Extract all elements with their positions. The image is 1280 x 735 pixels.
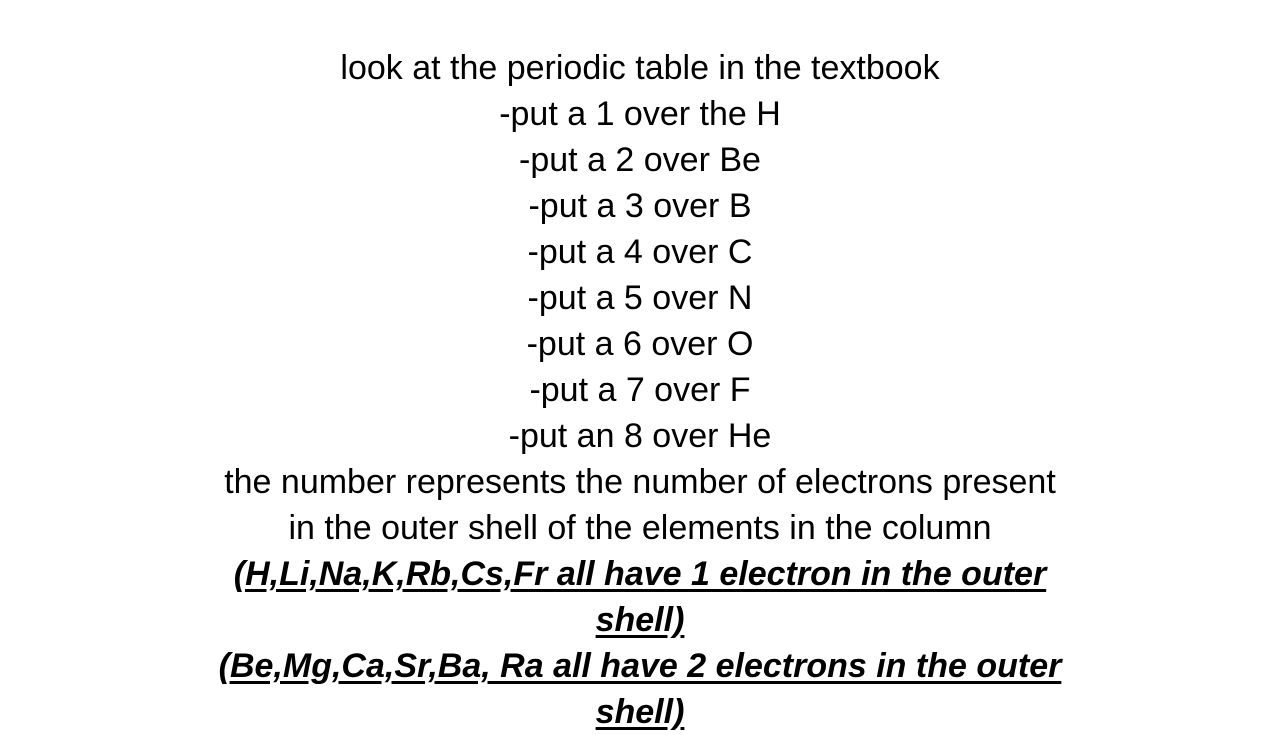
group1-note-line-2: shell) [595,601,685,639]
intro-instruction: look at the periodic table in the textbook [340,49,940,87]
explanation-line-2: in the outer shell of the elements in the column [288,509,992,547]
group2-note-line-2: shell) [595,693,685,731]
instruction-beryllium: -put a 2 over Be [519,141,761,179]
group2-note-line-1: (Be,Mg,Ca,Sr,Ba, Ra all have 2 electrons in the outer [218,647,1062,685]
instruction-oxygen: -put a 6 over O [526,325,754,363]
instruction-carbon: -put a 4 over C [527,233,753,271]
group1-note-line-1: (H,Li,Na,K,Rb,Cs,Fr all have 1 electron in the outer [233,555,1047,593]
instruction-fluorine: -put a 7 over F [529,371,751,409]
instruction-boron: -put a 3 over B [528,187,752,225]
instruction-hydrogen: -put a 1 over the H [499,95,781,133]
instruction-helium: -put an 8 over He [508,417,772,455]
instruction-nitrogen: -put a 5 over N [527,279,753,317]
slide-content [0,45,1280,735]
explanation-line-1: the number represents the number of electrons present [224,463,1056,501]
